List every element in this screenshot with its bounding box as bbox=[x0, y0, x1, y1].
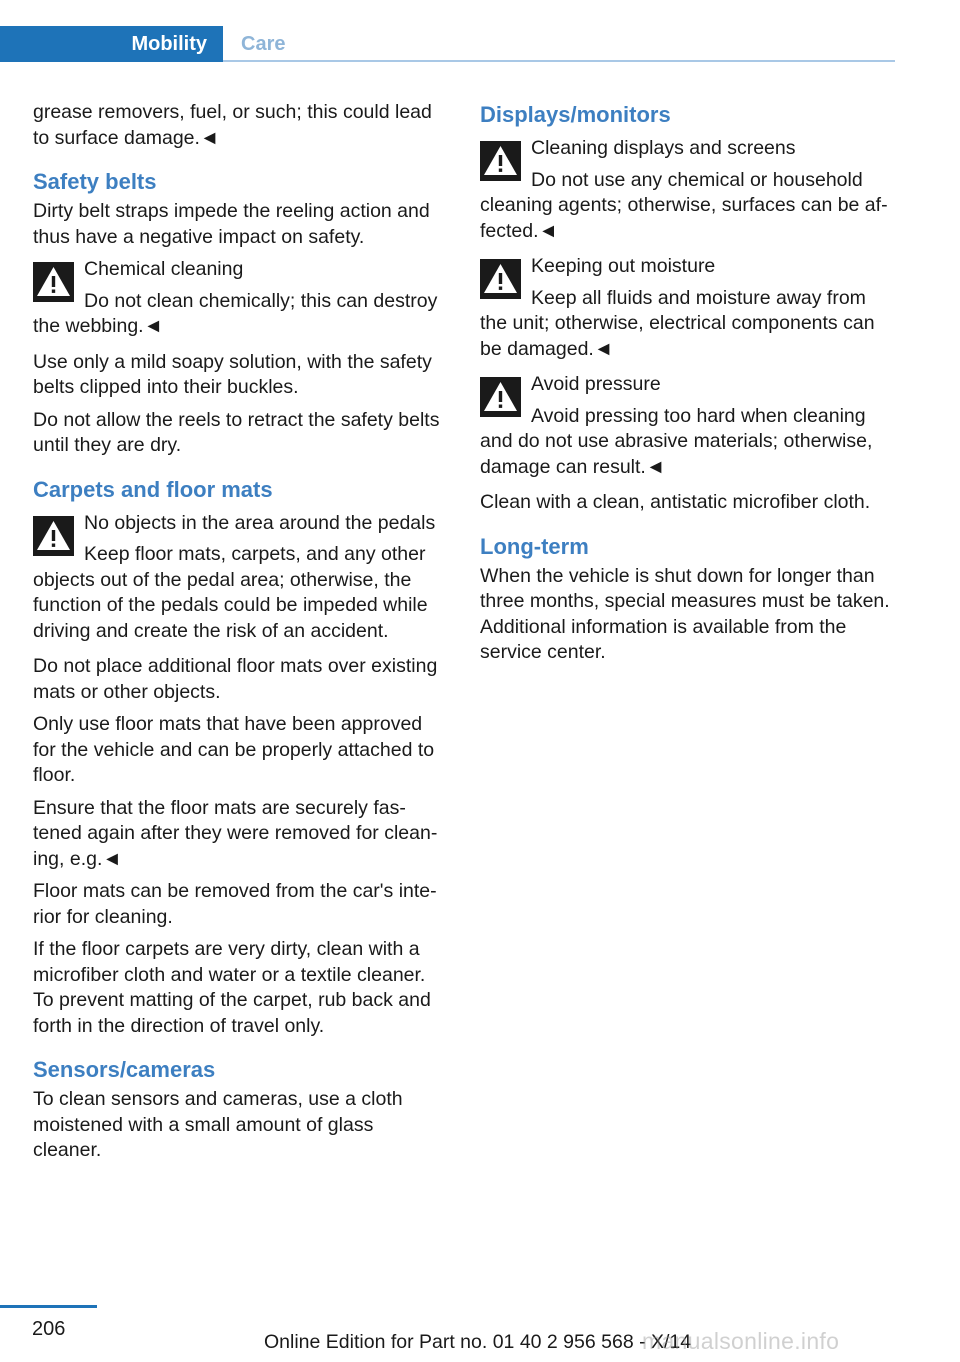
heading-long-term: Long-term bbox=[480, 533, 589, 559]
page-number: 206 bbox=[32, 1318, 66, 1340]
carpets-text-2: Only use floor mats that have been approved for the vehicle and can be properly attached to floor. bbox=[33, 713, 435, 786]
warning-pedal-area bbox=[33, 511, 447, 645]
warning-chemical-cleaning bbox=[33, 257, 447, 340]
carpets-text-3: Ensure that the floor mats are securely fastened again after they were removed for cleaning, e.g.◄ bbox=[33, 796, 438, 870]
warning-cleaning-displays bbox=[480, 136, 896, 244]
warning-icon bbox=[33, 262, 74, 302]
warning-title: Cleaning displays and screens bbox=[531, 137, 796, 159]
long-term-text: When the vehicle is shut down for longer than three months, special measures must be taken. Additional information is available from the service center. bbox=[480, 564, 890, 663]
carpets-text-4: Floor mats can be removed from the car's interior for cleaning. bbox=[33, 880, 437, 928]
safety-belts-text-2: Use only a mild soapy solution, with the safety belts clipped into their buckles. bbox=[33, 350, 432, 398]
sensors-text: To clean sensors and cameras, use a cloth moistened with a small amount of glass cleaner. bbox=[33, 1088, 403, 1161]
warning-icon bbox=[480, 377, 521, 417]
warning-body: Keep floor mats, carpets, and any other objects out of the pedal area; otherwise, the function of the pedals could be impeded while driving and create the risk of an accident. bbox=[33, 543, 428, 642]
carpets-text-5: If the floor carpets are very dirty, clean with a microfiber cloth and water or a textile cleaner. To prevent matting of the carpet, rub back and forth in the direction of travel only. bbox=[33, 938, 431, 1037]
header-rule bbox=[223, 60, 895, 62]
warning-moisture bbox=[480, 254, 896, 362]
heading-carpets: Carpets and floor mats bbox=[33, 476, 273, 502]
warning-title: Keeping out moisture bbox=[531, 255, 716, 277]
warning-body: Do not use any chemical or household cleaning agents; otherwise, surfaces can be affected.◄ bbox=[480, 168, 888, 242]
warning-icon bbox=[480, 259, 521, 299]
edition-text: Online Edition for Part no. 01 40 2 956 568 - X/14 bbox=[264, 1331, 692, 1353]
right-column bbox=[480, 100, 896, 673]
warning-title: No objects in the area around the pedals bbox=[84, 511, 436, 534]
left-column bbox=[33, 100, 447, 1171]
warning-title: Avoid pressure bbox=[531, 373, 661, 395]
warning-icon bbox=[480, 141, 521, 181]
watermark: manualsonline.info bbox=[642, 1328, 840, 1354]
warning-pressure bbox=[480, 372, 896, 480]
tab-mobility[interactable]: Mobility bbox=[0, 26, 223, 62]
carpets-text-1: Do not place additional floor mats over existing mats or other objects. bbox=[33, 655, 438, 703]
displays-text: Clean with a clean, antistatic microfiber cloth. bbox=[480, 491, 871, 513]
footer-rule bbox=[0, 1305, 97, 1308]
warning-body: Do not clean chemically; this can destroy the webbing.◄ bbox=[33, 289, 438, 337]
intro-text: grease removers, fuel, or such; this could lead to surface damage.◄ bbox=[33, 101, 432, 149]
safety-belts-text-3: Do not allow the reels to retract the safety belts until they are dry. bbox=[33, 408, 440, 456]
warning-title: Chemical cleaning bbox=[84, 258, 244, 280]
warning-body: Keep all fluids and moisture away from the unit; otherwise, electrical components can be damaged.◄ bbox=[480, 286, 875, 360]
warning-icon bbox=[33, 516, 74, 556]
tab-care[interactable]: Care bbox=[241, 33, 286, 55]
safety-belts-text: Dirty belt straps impede the reeling action and thus have a negative impact on safety. bbox=[33, 200, 430, 248]
heading-sensors: Sensors/cameras bbox=[33, 1057, 216, 1082]
section-header bbox=[0, 26, 895, 62]
heading-safety-belts: Safety belts bbox=[33, 169, 157, 194]
heading-displays: Displays/monitors bbox=[480, 102, 671, 127]
warning-body: Avoid pressing too hard when cleaning and do not use abrasive materials; otherwise, damage can result.◄ bbox=[480, 404, 873, 478]
